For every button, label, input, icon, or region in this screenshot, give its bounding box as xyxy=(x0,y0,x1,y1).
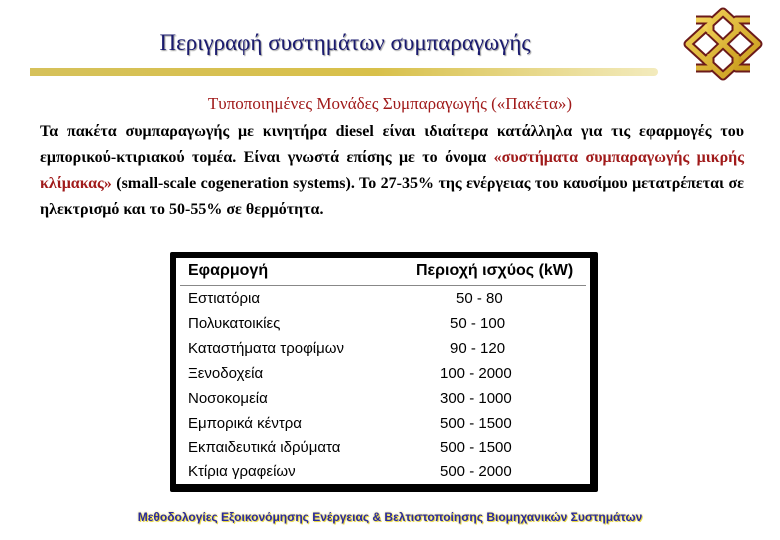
cell-application: Νοσοκομεία xyxy=(188,390,268,407)
cell-power-range: 500 - 1500 xyxy=(440,415,512,432)
table-row xyxy=(176,338,590,360)
table-row xyxy=(176,363,590,385)
cell-application: Εκπαιδευτικά ιδρύματα xyxy=(188,439,341,456)
cell-power-range: 300 - 1000 xyxy=(440,390,512,407)
cell-application: Ξενοδοχεία xyxy=(188,365,264,382)
university-knot-logo-icon xyxy=(676,6,770,82)
cell-power-range: 500 - 2000 xyxy=(440,463,512,480)
paragraph-part-2: (small-scale cogeneration systems). Το 27-35% της ενέργειας του καυσίμου μετατρέπεται σε ηλεκτρισμό και το 50-55% σε θερμότητα. xyxy=(40,175,744,218)
slide-title: Περιγραφή συστημάτων συμπαραγωγής xyxy=(159,30,531,55)
paragraph-highlight: «συστήματα συμπαραγωγής μικρής κλίμακας» xyxy=(40,149,744,192)
slide-footer: Μεθοδολογίες Εξοικονόμησης Ενέργειας & Βελτιστοποίησης Βιομηχανικών Συστημάτων xyxy=(137,510,643,524)
table-header-power-range: Περιοχή ισχύος (kW) xyxy=(416,262,574,279)
table-row xyxy=(176,413,590,435)
description-paragraph xyxy=(40,119,744,223)
cell-application: Πολυκατοικίες xyxy=(188,315,281,332)
table-row xyxy=(176,437,590,459)
cell-power-range: 50 - 80 xyxy=(456,290,503,307)
cell-application: Εστιατόρια xyxy=(188,290,260,307)
cell-power-range: 90 - 120 xyxy=(450,340,506,357)
section-subtitle: Τυποποιημένες Μονάδες Συμπαραγωγής («Πακέτα») xyxy=(207,94,573,113)
title-underline-bar xyxy=(30,68,658,76)
table-row xyxy=(176,313,590,335)
cell-application: Κτίρια γραφείων xyxy=(188,463,296,480)
cell-power-range: 100 - 2000 xyxy=(440,365,512,382)
table-header-application: Εφαρμογή xyxy=(188,262,269,279)
cell-application: Εμπορικά κέντρα xyxy=(188,415,302,432)
header-divider xyxy=(180,285,586,286)
table-row xyxy=(176,288,590,310)
cell-power-range: 500 - 1500 xyxy=(440,439,512,456)
table-row xyxy=(176,388,590,410)
cell-application: Καταστήματα τροφίμων xyxy=(188,340,344,357)
application-power-table xyxy=(170,252,598,492)
paragraph-part-1: Τα πακέτα συμπαραγωγής με κινητήρα diesel είναι ιδιαίτερα κατάλληλα για τις εφαρμογές του εμπορικού-κτιριακού τομέα. Είναι γνωστά επίσης με το όνομα xyxy=(40,123,744,166)
table-body xyxy=(176,258,590,484)
table-row xyxy=(176,461,590,483)
cell-power-range: 50 - 100 xyxy=(450,315,506,332)
